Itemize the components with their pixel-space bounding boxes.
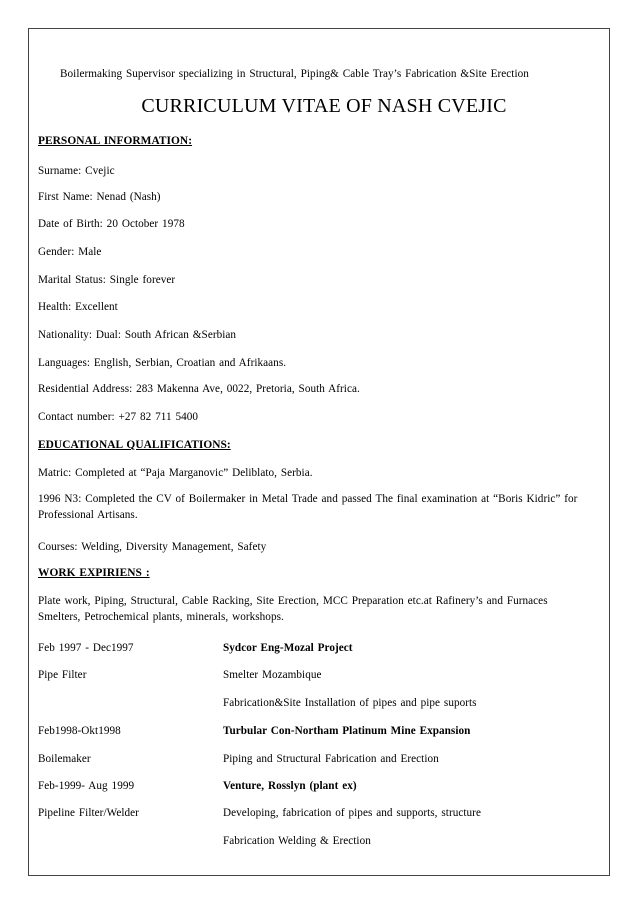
- job-company: Turbular Con-Northam Platinum Mine Expansion: [223, 725, 471, 737]
- education-heading: EDUCATIONAL QUALIFICATIONS:: [38, 439, 231, 451]
- job-detail-continued: Fabrication Welding & Erection: [223, 835, 371, 847]
- job-period: Feb-1999- Aug 1999: [38, 780, 135, 792]
- job-detail: Developing, fabrication of pipes and supports, structure: [223, 807, 481, 819]
- matric-line: Matric: Completed at “Paja Marganovic” Deliblato, Serbia.: [38, 467, 313, 479]
- dob-line: Date of Birth: 20 October 1978: [38, 218, 185, 230]
- surname-line: Surname: Cvejic: [38, 165, 115, 177]
- job-company: Venture, Rosslyn (plant ex): [223, 780, 357, 792]
- work-heading: WORK EXPIRIENS :: [38, 567, 150, 579]
- marital-status-line: Marital Status: Single forever: [38, 274, 176, 286]
- nationality-line: Nationality: Dual: South African &Serbian: [38, 329, 237, 341]
- work-summary: Plate work, Piping, Structural, Cable Racking, Site Erection, MCC Preparation etc.at Rafinery’s and Furnaces Smelters, Petrochemical plants, minerals, workshops.: [38, 595, 548, 623]
- cv-tagline: Boilermaking Supervisor specializing in Structural, Piping& Cable Tray’s Fabrication &Site Erection: [60, 68, 529, 80]
- job-role: Pipe Filter: [38, 669, 87, 681]
- job-period: Feb1998-Okt1998: [38, 725, 121, 737]
- job-company: Sydcor Eng-Mozal Project: [223, 642, 353, 654]
- languages-line: Languages: English, Serbian, Croatian and Afrikaans.: [38, 357, 287, 369]
- health-line: Health: Excellent: [38, 301, 118, 313]
- job-period: Feb 1997 - Dec1997: [38, 642, 134, 654]
- job-role: Boilemaker: [38, 753, 91, 765]
- first-name-line: First Name: Nenad (Nash): [38, 191, 161, 203]
- job-location: Smelter Mozambique: [223, 669, 322, 681]
- n3-qualification: 1996 N3: Completed the CV of Boilermaker in Metal Trade and passed The final examination at “Boris Kidric” for Professional Artisans.: [38, 493, 578, 521]
- courses-line: Courses: Welding, Diversity Management, Safety: [38, 541, 267, 553]
- gender-line: Gender: Male: [38, 246, 102, 258]
- personal-info-heading: PERSONAL INFORMATION:: [38, 135, 193, 147]
- job-role: Pipeline Filter/Welder: [38, 807, 139, 819]
- job-detail: Fabrication&Site Installation of pipes and pipe suports: [223, 697, 477, 709]
- cv-title: CURRICULUM VITAE OF NASH CVEJIC: [141, 95, 507, 117]
- page-border: [28, 28, 610, 876]
- contact-line: Contact number: +27 82 711 5400: [38, 411, 199, 423]
- job-detail: Piping and Structural Fabrication and Erection: [223, 753, 439, 765]
- address-line: Residential Address: 283 Makenna Ave, 0022, Pretoria, South Africa.: [38, 383, 360, 395]
